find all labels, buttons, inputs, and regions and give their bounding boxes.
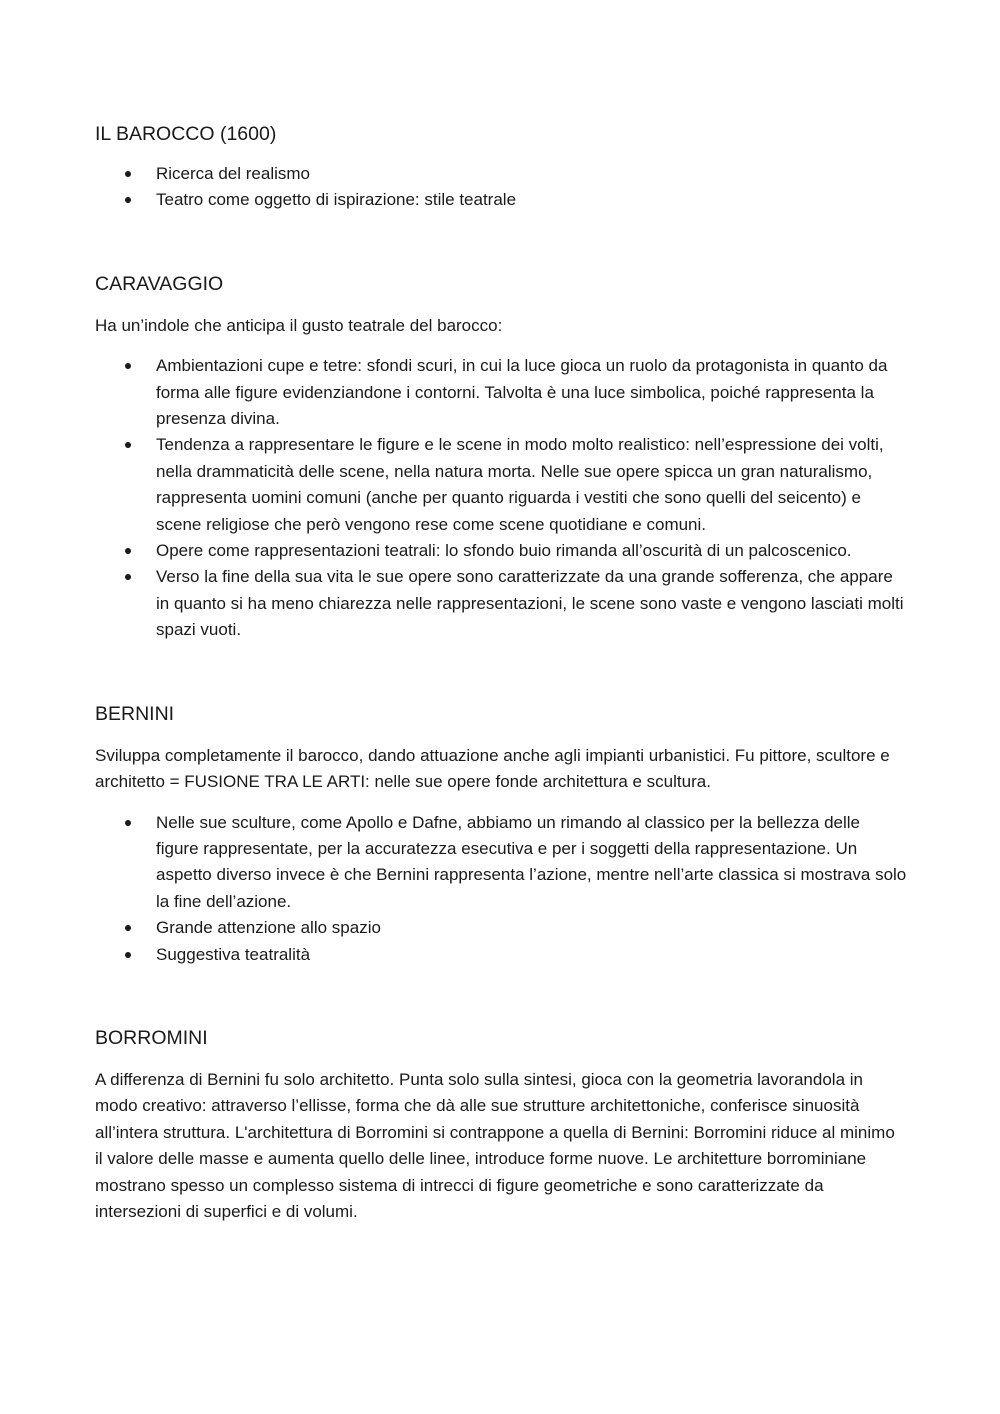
- list-item-text: Ricerca del realismo: [156, 164, 310, 183]
- bullet-icon: [125, 952, 131, 958]
- list-item: [95, 187, 907, 213]
- list-item: [95, 810, 907, 916]
- list-item: [95, 432, 907, 538]
- document-page: [95, 120, 907, 1225]
- section-heading: IL BAROCCO (1600): [95, 123, 277, 145]
- list-item-text: Verso la fine della sua vita le sue opere sono caratterizzate da una grande sofferenza, che appare in quanto si ha meno chiarezza nelle rappresentazioni, le scene sono vaste e vengono lasciati molti spazi vuoti.: [156, 567, 904, 640]
- list-item-text: Suggestiva teatralità: [156, 944, 311, 964]
- list-item: [95, 915, 907, 941]
- bullet-list: [95, 353, 907, 643]
- section-intro: A differenza di Bernini fu solo architetto. Punta solo sulla sintesi, gioca con la geometria lavorandola in modo creativo: attraverso l’ellisse, forma che dà alle sue strutture architettoniche, conferisce sinuosità all’intera struttura. L'architettura di Borromini si contrappone a quella di Bernini: Borromini riduce al minimo il valore delle masse e aumenta quello delle linee, introduce forme nuove. Le architetture borrominiane mostrano spesso un complesso sistema di intrecci di figure geometriche e sono caratterizzate da intersezioni di superfici e di volumi.: [95, 1069, 895, 1221]
- list-item-text: Opere come rappresentazioni teatrali: lo sfondo buio rimanda all’oscurità di un palcoscenico.: [156, 541, 852, 561]
- list-item-text: Nelle sue sculture, come Apollo e Dafne, abbiamo un rimando al classico per la bellezza delle figure rappresentate, per la accuratezza esecutiva e per i soggetti della rappresentazione. Un aspetto diverso invece è che Bernini rappresenta l’azione, mentre nell’arte classica si mostrava solo la fine dell’azione.: [156, 812, 907, 911]
- list-item: [95, 353, 907, 432]
- list-item: [95, 942, 907, 968]
- section-heading: BORROMINI: [95, 1026, 208, 1049]
- section-bernini: [95, 700, 907, 968]
- bullet-icon: [125, 574, 131, 580]
- bullet-icon: [125, 363, 131, 369]
- bullet-icon: [125, 197, 131, 203]
- bullet-icon: [125, 171, 131, 177]
- list-item-text: Grande attenzione allo spazio: [156, 918, 381, 938]
- bullet-icon: [125, 442, 131, 448]
- bullet-icon: [125, 820, 131, 826]
- bullet-icon: [125, 925, 131, 931]
- bullet-list: [95, 810, 907, 968]
- list-item-text: Ambientazioni cupe e tetre: sfondi scuri, in cui la luce gioca un ruolo da protagonista in quanto da forma alle figure evidenziandone i contorni. Talvolta è una luce simbolica, poiché rappresenta la presenza divina.: [156, 356, 888, 429]
- list-item-text: Tendenza a rappresentare le figure e le scene in modo molto realistico: nell’espressione dei volti, nella drammaticità delle scene, nella natura morta. Nelle sue opere spicca un gran naturalismo, rappresenta uomini comuni (anche per quanto riguarda i vestiti che sono quelli del seicento) e scene religiose che però vengono rese come scene quotidiane e comuni.: [156, 435, 884, 534]
- list-item-text: Teatro come oggetto di ispirazione: stile teatrale: [156, 190, 517, 210]
- section-barocco: [95, 120, 907, 214]
- section-caravaggio: [95, 270, 907, 644]
- section-intro: Sviluppa completamente il barocco, dando attuazione anche agli impianti urbanistici. Fu pittore, scultore e architetto = FUSIONE TRA LE ARTI: nelle sue opere fonde architettura e scultura.: [95, 745, 890, 792]
- section-heading: BERNINI: [95, 702, 175, 725]
- list-item: [95, 564, 907, 643]
- list-item: [95, 538, 907, 564]
- bullet-icon: [125, 548, 131, 554]
- list-item: [95, 161, 907, 187]
- bullet-list: [95, 161, 907, 214]
- section-borromini: [95, 1024, 907, 1225]
- section-heading: CARAVAGGIO: [95, 272, 224, 295]
- section-intro: Ha un’indole che anticipa il gusto teatrale del barocco:: [95, 315, 503, 335]
